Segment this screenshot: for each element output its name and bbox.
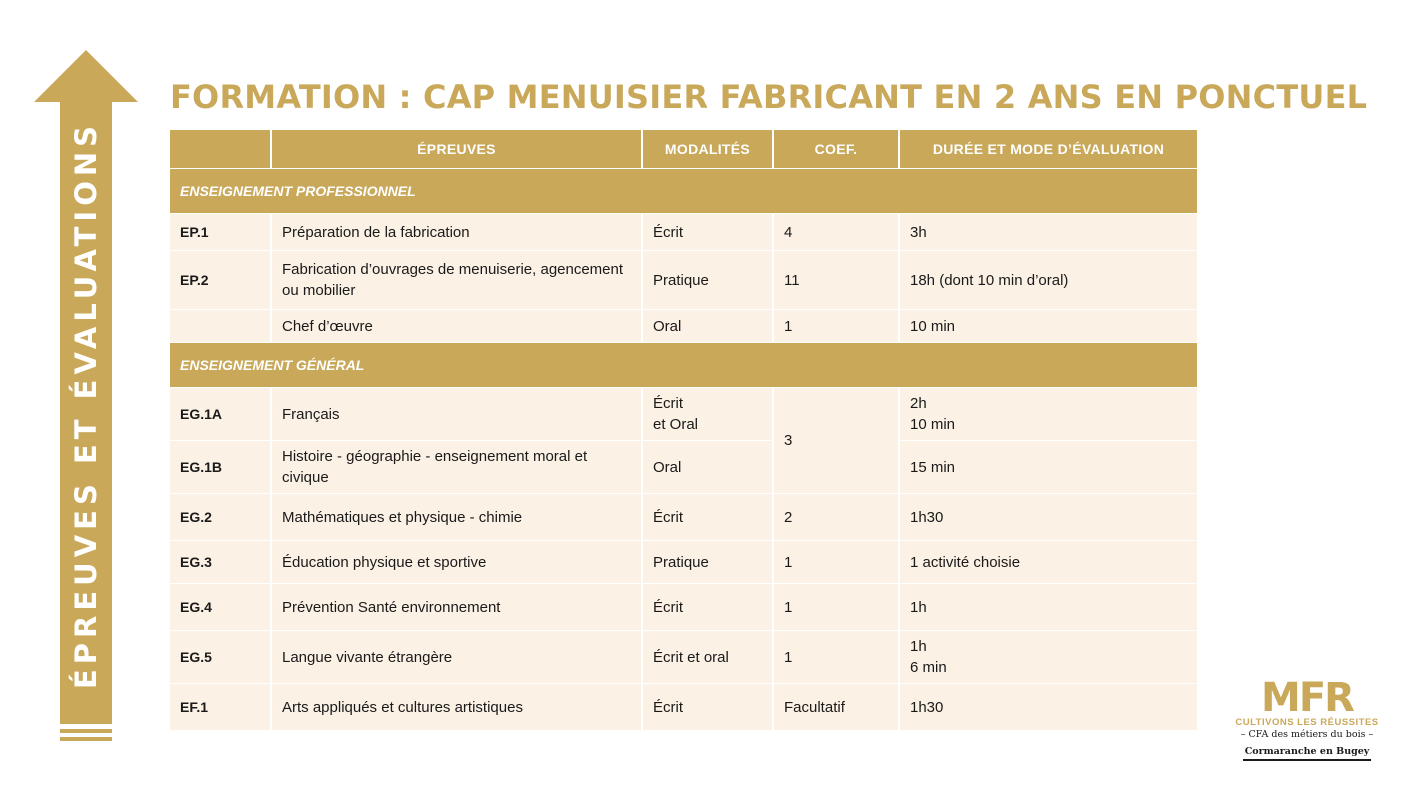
cell-modalite: Écrit bbox=[643, 214, 772, 250]
cell-coef: 1 bbox=[774, 584, 898, 630]
cell-modalite: Écrit et Oral bbox=[643, 388, 772, 440]
cell-coef: 1 bbox=[774, 631, 898, 683]
section-row bbox=[170, 169, 1197, 213]
cell-duree: 1h bbox=[900, 584, 1197, 630]
cell-modalite: Oral bbox=[643, 310, 772, 342]
cell-duree: 3h bbox=[900, 214, 1197, 250]
cell-modalite: Pratique bbox=[643, 541, 772, 583]
cell-code: EG.3 bbox=[170, 541, 270, 583]
arrow-underline bbox=[60, 729, 112, 733]
cell-epreuve: Fabrication d’ouvrages de menuiserie, agencement ou mobilier bbox=[272, 251, 641, 309]
cell-code: EG.5 bbox=[170, 631, 270, 683]
logo-mark: MFR bbox=[1261, 676, 1353, 716]
table-row bbox=[170, 214, 1197, 250]
table-header-row bbox=[170, 130, 1197, 168]
section-title: ENSEIGNEMENT GÉNÉRAL bbox=[170, 343, 1197, 387]
cell-coef: 4 bbox=[774, 214, 898, 250]
arrow-up-icon bbox=[34, 50, 138, 102]
table-row bbox=[170, 310, 1197, 342]
cell-epreuve: Éducation physique et sportive bbox=[272, 541, 641, 583]
cell-duree: 1 activité choisie bbox=[900, 541, 1197, 583]
cell-code: EG.1A bbox=[170, 388, 270, 440]
side-label: ÉPREUVES ET ÉVALUATIONS bbox=[69, 120, 103, 690]
mfr-logo-icon bbox=[1247, 676, 1367, 716]
cell-duree: 2h 10 min bbox=[900, 388, 1197, 440]
table-row bbox=[170, 441, 1197, 493]
cell-code: EP.1 bbox=[170, 214, 270, 250]
logo-subtitle: – CFA des métiers du bois – bbox=[1240, 729, 1374, 740]
cell-duree: 10 min bbox=[900, 310, 1197, 342]
cell-modalite: Oral bbox=[643, 441, 772, 493]
logo-tagline: CULTIVONS LES RÉUSSITES bbox=[1235, 717, 1379, 728]
cell-duree: 1h30 bbox=[900, 494, 1197, 540]
table-row bbox=[170, 631, 1197, 683]
cell-modalite: Écrit bbox=[643, 494, 772, 540]
arrow-underline bbox=[60, 737, 112, 741]
cell-code: EG.1B bbox=[170, 441, 270, 493]
cell-code: EG.4 bbox=[170, 584, 270, 630]
header-epreuves: ÉPREUVES bbox=[272, 130, 641, 168]
header-duree: DURÉE ET MODE D’ÉVALUATION bbox=[900, 130, 1197, 168]
table-row bbox=[170, 251, 1197, 309]
table-row bbox=[170, 494, 1197, 540]
cell-epreuve: Langue vivante étrangère bbox=[272, 631, 641, 683]
cell-epreuve: Mathématiques et physique - chimie bbox=[272, 494, 641, 540]
table-row bbox=[170, 584, 1197, 630]
table-row bbox=[170, 388, 1197, 440]
cell-coef: 1 bbox=[774, 541, 898, 583]
section-row bbox=[170, 343, 1197, 387]
cell-modalite: Écrit bbox=[643, 684, 772, 730]
cell-epreuve: Histoire - géographie - enseignement moral et civique bbox=[272, 441, 641, 493]
cell-modalite: Écrit bbox=[643, 584, 772, 630]
header-code bbox=[170, 130, 270, 168]
mfr-logo bbox=[1232, 676, 1382, 768]
section-title: ENSEIGNEMENT PROFESSIONNEL bbox=[170, 169, 1197, 213]
cell-duree: 15 min bbox=[900, 441, 1197, 493]
cell-code: EF.1 bbox=[170, 684, 270, 730]
header-coef: COEF. bbox=[774, 130, 898, 168]
cell-duree: 1h 6 min bbox=[900, 631, 1197, 683]
cell-modalite: Pratique bbox=[643, 251, 772, 309]
cell-code bbox=[170, 310, 270, 342]
header-modalites: MODALITÉS bbox=[643, 130, 772, 168]
cell-duree: 18h (dont 10 min d’oral) bbox=[900, 251, 1197, 309]
exams-table bbox=[168, 129, 1199, 731]
table-row bbox=[170, 541, 1197, 583]
cell-epreuve: Chef d’œuvre bbox=[272, 310, 641, 342]
cell-modalite: Écrit et oral bbox=[643, 631, 772, 683]
cell-duree: 1h30 bbox=[900, 684, 1197, 730]
cell-epreuve: Préparation de la fabrication bbox=[272, 214, 641, 250]
cell-coef: 2 bbox=[774, 494, 898, 540]
cell-epreuve: Prévention Santé environnement bbox=[272, 584, 641, 630]
cell-coef: 3 bbox=[774, 388, 898, 493]
cell-coef: 11 bbox=[774, 251, 898, 309]
page-title: FORMATION : CAP MENUISIER FABRICANT EN 2 ANS EN PONCTUEL bbox=[170, 78, 1368, 116]
cell-epreuve: Arts appliqués et cultures artistiques bbox=[272, 684, 641, 730]
cell-coef: Facultatif bbox=[774, 684, 898, 730]
cell-coef: 1 bbox=[774, 310, 898, 342]
cell-code: EP.2 bbox=[170, 251, 270, 309]
cell-epreuve: Français bbox=[272, 388, 641, 440]
cell-code: EG.2 bbox=[170, 494, 270, 540]
logo-place: Cormaranche en Bugey bbox=[1243, 745, 1372, 761]
table-row bbox=[170, 684, 1197, 730]
